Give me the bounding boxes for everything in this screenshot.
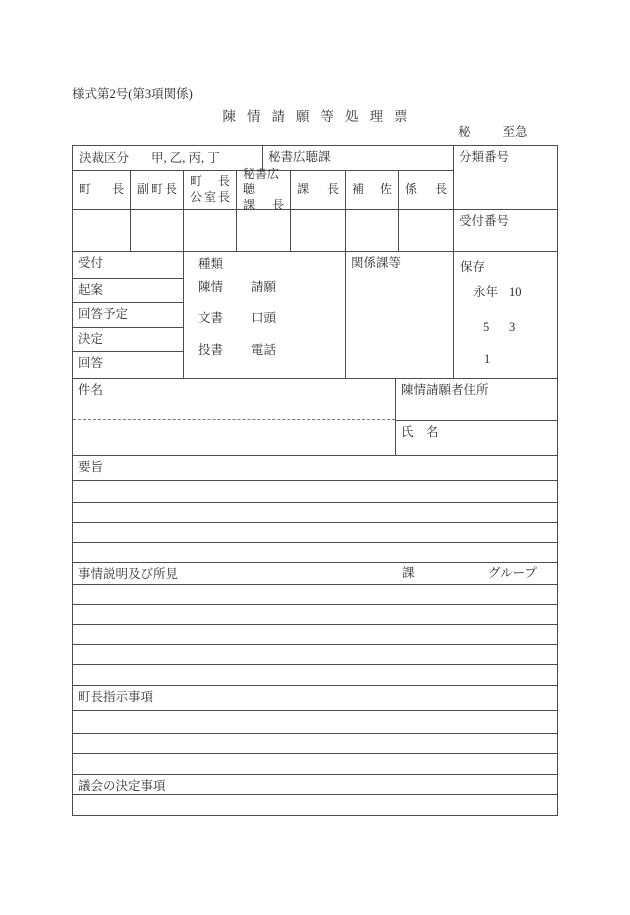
department-cell: 秘書広聴課 bbox=[262, 145, 454, 171]
subject-label: 件名 bbox=[78, 383, 104, 397]
type-label: 種類 bbox=[198, 257, 224, 271]
position-label: 課長 bbox=[297, 182, 339, 197]
retention-cell bbox=[453, 251, 558, 379]
position-label: 補佐 bbox=[352, 182, 392, 197]
secret-label: 秘 bbox=[458, 125, 471, 139]
signature-box-mayor-office-chief bbox=[183, 209, 237, 252]
explanation-blank-row bbox=[72, 664, 558, 686]
type-option-formal-request: 請願 bbox=[251, 280, 277, 294]
process-stage-reply: 回答 bbox=[72, 351, 184, 379]
classification-number-cell: 分類番号 bbox=[453, 145, 558, 210]
signature-box-secretary-pr-section-chief bbox=[236, 209, 291, 252]
type-option-verbal: 口頭 bbox=[251, 311, 277, 325]
process-stage-reception: 受付 bbox=[72, 251, 184, 279]
explanation-label-row bbox=[72, 562, 558, 585]
petitioner-name-cell: 氏 名 bbox=[395, 420, 558, 456]
council-decision-blank-row bbox=[72, 794, 558, 816]
urgent-label: 至急 bbox=[502, 125, 528, 139]
decision-category-cell bbox=[72, 145, 263, 171]
summary-blank-row bbox=[72, 542, 558, 563]
explanation-group-label: グループ bbox=[488, 566, 538, 580]
position-label: 係長 bbox=[405, 182, 447, 197]
signature-box-section-chief bbox=[290, 209, 346, 252]
mayor-instructions-blank-row bbox=[72, 753, 558, 775]
retention-3-years: 3 bbox=[509, 320, 516, 334]
mayor-instructions-blank-row bbox=[72, 733, 558, 754]
position-header-section-chief bbox=[290, 170, 346, 210]
process-stage-decision: 決定 bbox=[72, 327, 184, 352]
type-option-telephone: 電話 bbox=[251, 343, 277, 357]
position-label: 秘書広聴 bbox=[243, 166, 280, 197]
position-label: 町長 bbox=[190, 174, 230, 189]
type-cell bbox=[183, 251, 346, 379]
form-number: 様式第2号(第3項関係) bbox=[72, 87, 193, 101]
retention-5-years: 5 bbox=[483, 320, 490, 334]
position-header-deputy-mayor bbox=[130, 170, 184, 210]
subject-divider bbox=[73, 419, 395, 420]
signature-box-assistant bbox=[345, 209, 399, 252]
retention-10-years: 10 bbox=[509, 285, 522, 299]
explanation-blank-row bbox=[72, 604, 558, 625]
position-header-subsection-chief bbox=[398, 170, 454, 210]
subject-cell bbox=[72, 378, 396, 456]
retention-permanent: 永年 bbox=[473, 285, 499, 299]
position-label: 副町長 bbox=[137, 182, 177, 197]
related-sections-cell: 関係課等 bbox=[345, 251, 454, 379]
position-label: 町長 bbox=[79, 182, 124, 197]
position-label: 課長 bbox=[243, 197, 284, 212]
process-stage-planned-reply: 回答予定 bbox=[72, 302, 184, 328]
type-option-petition: 陳情 bbox=[198, 280, 224, 294]
position-label: 公室長 bbox=[190, 190, 230, 204]
explanation-blank-row bbox=[72, 644, 558, 665]
summary-blank-row bbox=[72, 522, 558, 543]
type-option-letter: 投書 bbox=[198, 343, 224, 357]
secrecy-flags bbox=[458, 122, 528, 140]
signature-box-subsection-chief bbox=[398, 209, 454, 252]
page-title: 陳情請願等処理票 bbox=[222, 109, 419, 124]
council-decision-label-row: 議会の決定事項 bbox=[72, 774, 558, 795]
signature-box-deputy-mayor bbox=[130, 209, 184, 252]
position-header-mayor-office-chief bbox=[183, 170, 237, 210]
process-stage-draft: 起案 bbox=[72, 278, 184, 303]
summary-label-row: 要旨 bbox=[72, 455, 558, 481]
position-header-mayor bbox=[72, 170, 131, 210]
explanation-blank-row bbox=[72, 584, 558, 605]
explanation-section-label: 課 bbox=[402, 566, 415, 580]
position-header-secretary-pr-section-chief bbox=[236, 166, 291, 212]
summary-blank-row bbox=[72, 502, 558, 523]
reception-number-cell: 受付番号 bbox=[453, 209, 558, 252]
retention-label: 保存 bbox=[460, 260, 486, 274]
explanation-label: 事情説明及び所見 bbox=[78, 567, 179, 581]
mayor-instructions-label-row: 町長指示事項 bbox=[72, 685, 558, 711]
decision-category-label: 決裁区分 bbox=[79, 150, 130, 165]
explanation-blank-row bbox=[72, 624, 558, 645]
signature-box-mayor bbox=[72, 209, 131, 252]
retention-1-year: 1 bbox=[484, 352, 491, 366]
type-option-document: 文書 bbox=[198, 311, 224, 325]
summary-blank-row bbox=[72, 480, 558, 503]
decision-category-options: 甲, 乙, 丙, 丁 bbox=[151, 150, 220, 165]
petitioner-address-cell: 陳情請願者住所 bbox=[395, 378, 558, 421]
position-header-assistant bbox=[345, 170, 399, 210]
mayor-instructions-blank-row bbox=[72, 710, 558, 734]
